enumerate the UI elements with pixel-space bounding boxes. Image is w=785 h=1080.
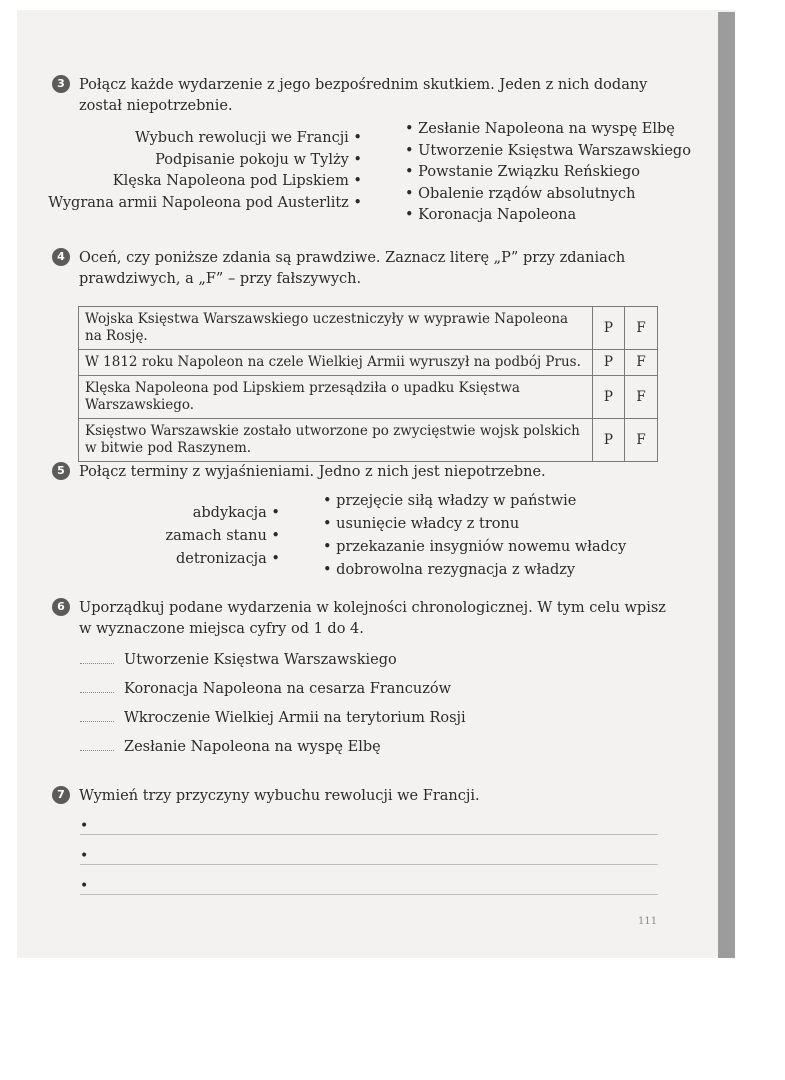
- question-text: Połącz każde wydarzenie z jego bezpośrednim skutkiem. Jeden z nich dodany został niepotrzebnie.: [79, 77, 648, 114]
- question-3: [52, 75, 672, 117]
- false-option[interactable]: F: [625, 307, 658, 350]
- order-number-blank[interactable]: [80, 663, 114, 664]
- order-item: [80, 710, 466, 726]
- events-column: [48, 128, 362, 214]
- question-5: [52, 462, 672, 483]
- page-edge-bar: [718, 12, 735, 958]
- question-text: Oceń, czy poniższe zdania są prawdziwe. Zaznacz literę „P” przy zdaniach prawdziwych, a „F” – przy fałszywych.: [79, 250, 626, 287]
- order-item-label: Zesłanie Napoleona na wyspę Elbę: [124, 739, 381, 755]
- term-item[interactable]: abdykacja •: [165, 502, 280, 525]
- question-number: 7: [52, 786, 70, 804]
- order-item-label: Utworzenie Księstwa Warszawskiego: [124, 652, 397, 668]
- question-4: [52, 248, 672, 290]
- order-number-blank[interactable]: [80, 721, 114, 722]
- bullet: •: [80, 818, 89, 834]
- order-item-label: Wkroczenie Wielkiej Armii na terytorium Rosji: [124, 710, 466, 726]
- order-item: [80, 681, 451, 697]
- bullet: •: [80, 878, 89, 894]
- question-text: Wymień trzy przyczyny wybuchu rewolucji we Francji.: [79, 788, 480, 804]
- event-item[interactable]: Podpisanie pokoju w Tylży •: [48, 150, 362, 172]
- answer-line[interactable]: [80, 820, 658, 835]
- false-option[interactable]: F: [625, 419, 658, 462]
- order-item-label: Koronacja Napoleona na cesarza Francuzów: [124, 681, 451, 697]
- answer-line[interactable]: [80, 880, 658, 895]
- order-item: [80, 739, 381, 755]
- event-item[interactable]: Wygrana armii Napoleona pod Austerlitz •: [48, 193, 362, 215]
- page-number: 111: [638, 916, 658, 927]
- definition-item[interactable]: • usunięcie władcy z tronu: [323, 513, 626, 536]
- definitions-column: [323, 490, 626, 582]
- order-number-blank[interactable]: [80, 750, 114, 751]
- true-option[interactable]: P: [592, 376, 625, 419]
- answer-line[interactable]: [80, 850, 658, 865]
- true-option[interactable]: P: [592, 419, 625, 462]
- true-false-table: [78, 306, 658, 462]
- question-number: 4: [52, 248, 70, 266]
- event-item[interactable]: Wybuch rewolucji we Francji •: [48, 128, 362, 150]
- statement-cell: Księstwo Warszawskie zostało utworzone po zwycięstwie wojsk polskich w bitwie pod Raszynem.: [79, 419, 593, 462]
- question-text: Połącz terminy z wyjaśnieniami. Jedno z nich jest niepotrzebne.: [79, 464, 546, 480]
- bullet: •: [80, 848, 89, 864]
- table-row: [79, 419, 658, 462]
- order-number-blank[interactable]: [80, 692, 114, 693]
- effect-item[interactable]: • Utworzenie Księstwa Warszawskiego: [405, 141, 691, 163]
- term-item[interactable]: detronizacja •: [165, 548, 280, 571]
- statement-cell: Klęska Napoleona pod Lipskiem przesądziła o upadku Księstwa Warszawskiego.: [79, 376, 593, 419]
- event-item[interactable]: Klęska Napoleona pod Lipskiem •: [48, 171, 362, 193]
- true-option[interactable]: P: [592, 307, 625, 350]
- effect-item[interactable]: • Powstanie Związku Reńskiego: [405, 162, 691, 184]
- statement-cell: Wojska Księstwa Warszawskiego uczestniczyły w wyprawie Napoleona na Rosję.: [79, 307, 593, 350]
- false-option[interactable]: F: [625, 376, 658, 419]
- term-item[interactable]: zamach stanu •: [165, 525, 280, 548]
- effects-column: [405, 119, 691, 227]
- false-option[interactable]: F: [625, 350, 658, 376]
- table-row: [79, 350, 658, 376]
- order-item: [80, 652, 397, 668]
- table-row: [79, 307, 658, 350]
- effect-item[interactable]: • Koronacja Napoleona: [405, 205, 691, 227]
- definition-item[interactable]: • przekazanie insygniów nowemu władcy: [323, 536, 626, 559]
- effect-item[interactable]: • Obalenie rządów absolutnych: [405, 184, 691, 206]
- table-row: [79, 376, 658, 419]
- question-number: 6: [52, 598, 70, 616]
- definition-item[interactable]: • dobrowolna rezygnacja z władzy: [323, 559, 626, 582]
- question-6: [52, 598, 672, 640]
- question-7: [52, 786, 672, 807]
- effect-item[interactable]: • Zesłanie Napoleona na wyspę Elbę: [405, 119, 691, 141]
- terms-column: [165, 502, 280, 571]
- statement-cell: W 1812 roku Napoleon na czele Wielkiej Armii wyruszył na podbój Prus.: [79, 350, 593, 376]
- question-text: Uporządkuj podane wydarzenia w kolejności chronologicznej. W tym celu wpisz w wyznaczone miejsca cyfry od 1 do 4.: [79, 600, 666, 637]
- question-number: 5: [52, 462, 70, 480]
- question-number: 3: [52, 75, 70, 93]
- definition-item[interactable]: • przejęcie siłą władzy w państwie: [323, 490, 626, 513]
- true-option[interactable]: P: [592, 350, 625, 376]
